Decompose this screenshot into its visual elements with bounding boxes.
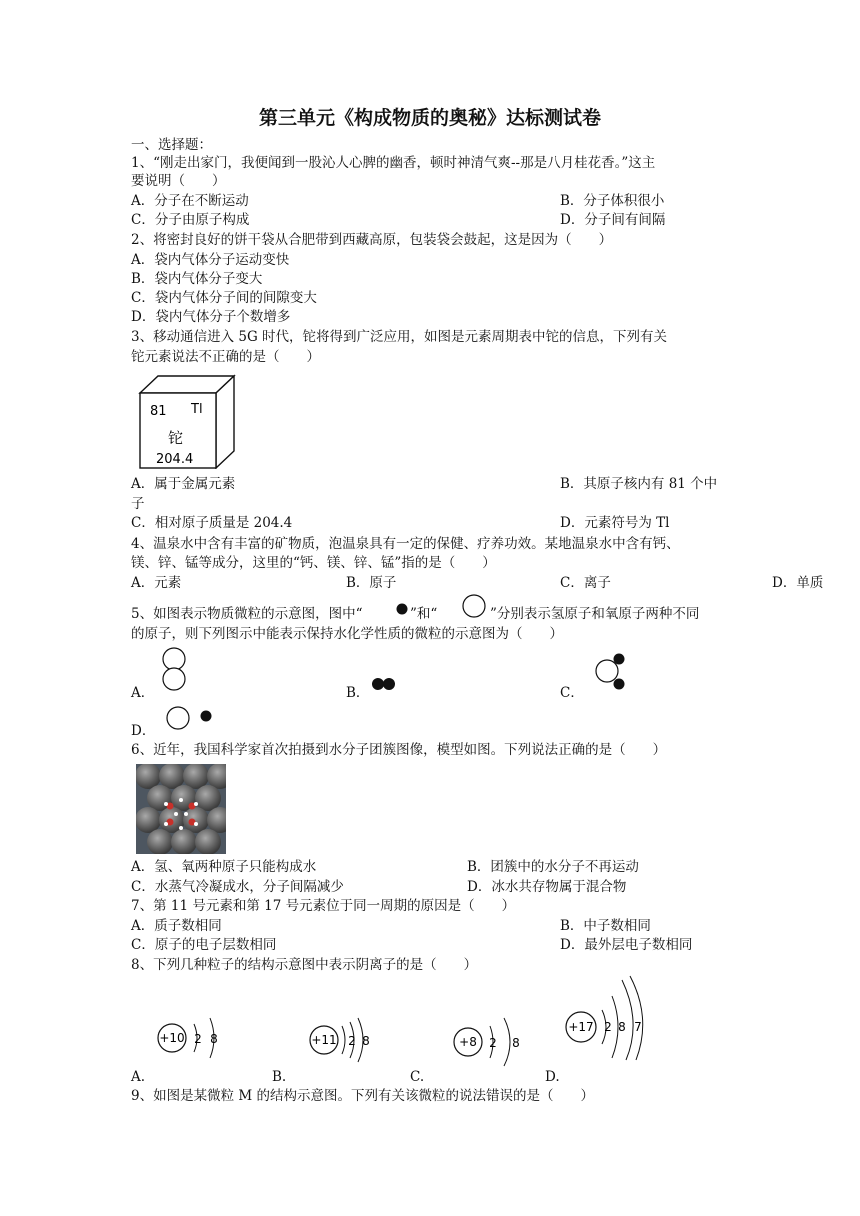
oxygen-molecule-diagram	[157, 646, 193, 692]
q4-stem: 4、温泉水中含有丰富的矿物质，泡温泉具有一定的保健、疗养功效。某地温泉水中含有钙、	[131, 536, 680, 552]
q4-option-c: C．离子	[560, 575, 611, 591]
shell-electrons: 8	[618, 1020, 626, 1034]
q7-stem: 7、第 11 号元素和第 17 号元素位于同一周期的原因是（ ）	[131, 898, 516, 914]
q7-option-a: A．质子数相同	[131, 918, 222, 934]
q1-option-c: C．分子由原子构成	[131, 212, 250, 228]
q2-option-c: C．袋内气体分子间的间隙变大	[131, 290, 317, 306]
q8-option-a: A.	[131, 1069, 146, 1085]
atom-structure-a	[150, 1008, 240, 1068]
shell-electrons: 7	[634, 1020, 642, 1034]
separate-atoms-diagram	[163, 704, 215, 732]
q2-option-a: A．袋内气体分子运动变快	[131, 252, 290, 268]
q4-option-b: B．原子	[346, 575, 397, 591]
section-heading: 一、选择题：	[131, 137, 212, 153]
q3-stem: 3、移动通信进入 5G 时代，铊将得到广泛应用，如图是元素周期表中铊的信息，下列有关	[131, 329, 668, 345]
q9-stem: 9、如图是某微粒 M 的结构示意图。下列有关该微粒的说法错误的是（ ）	[131, 1088, 594, 1104]
shell-electrons: 2	[604, 1020, 612, 1034]
q1-option-b: B．分子体积很小	[560, 193, 665, 209]
q5-stem-part1: 5、如图表示物质微粒的示意图，图中“	[131, 606, 363, 622]
q1-option-d: D．分子间有间隔	[560, 212, 666, 228]
q2-stem: 2、将密封良好的饼干袋从合肥带到西藏高原，包装袋会鼓起，这是因为（ ）	[131, 232, 613, 248]
nucleus-charge: +17	[568, 1020, 594, 1034]
q6-option-d: D．冰水共存物属于混合物	[467, 879, 627, 895]
shell-electrons: 2	[194, 1032, 202, 1046]
q3-option-b-cont: 子	[131, 496, 145, 512]
q5-option-d: D．	[131, 723, 156, 739]
nucleus-charge: +11	[311, 1033, 337, 1047]
nucleus-charge: +8	[459, 1035, 477, 1049]
atom-structure-b	[302, 1010, 392, 1070]
q4-option-a: A．元素	[131, 575, 182, 591]
q8-stem: 8、下列几种粒子的结构示意图中表示阴离子的是（ ）	[131, 957, 478, 973]
shell-electrons: 8	[210, 1032, 218, 1046]
water-molecule-diagram	[592, 652, 630, 692]
q5-option-b: B．	[346, 685, 370, 701]
hydrogen-molecule-diagram	[370, 676, 400, 692]
q6-stem: 6、近年，我国科学家首次拍摄到水分子团簇图像，模型如图。下列说法正确的是（ ）	[131, 742, 667, 758]
q2-option-b: B．袋内气体分子变大	[131, 271, 263, 287]
periodic-table-cell	[136, 373, 238, 469]
q8-option-d: D.	[545, 1069, 560, 1085]
q1-stem: 1、“刚走出家门，我便闻到一股沁人心脾的幽香，顿时神清气爽--那是八月桂花香。”这主	[131, 155, 656, 171]
q2-option-d: D．袋内气体分子个数增多	[131, 309, 291, 325]
q7-option-d: D．最外层电子数相同	[560, 937, 693, 953]
q5-stem-part2: ”和“	[410, 606, 438, 622]
element-symbol: Tl	[191, 402, 203, 417]
q8-option-b: B.	[272, 1069, 287, 1085]
q1-option-a: A．分子在不断运动	[131, 193, 249, 209]
shell-electrons: 2	[489, 1036, 497, 1050]
q3-stem-cont: 铊元素说法不正确的是（ ）	[131, 349, 320, 365]
nucleus-charge: +10	[159, 1031, 185, 1045]
q8-option-c: C.	[410, 1069, 425, 1085]
oxygen-atom-icon	[459, 591, 491, 621]
element-mass: 204.4	[156, 452, 194, 467]
atom-structure-d	[560, 972, 660, 1062]
shell-electrons: 2	[348, 1034, 356, 1048]
water-cluster-image	[136, 764, 226, 854]
q7-option-b: B．中子数相同	[560, 918, 651, 934]
element-name: 铊	[168, 429, 184, 447]
q7-option-c: C．原子的电子层数相同	[131, 937, 277, 953]
shell-electrons: 8	[512, 1036, 520, 1050]
q5-stem-part3: ”分别表示氢原子和氧原子两种不同	[490, 606, 700, 622]
page-title: 第三单元《构成物质的奥秘》达标测试卷	[258, 107, 601, 129]
q6-option-b: B．团簇中的水分子不再运动	[467, 859, 639, 875]
q4-option-d: D．单质	[772, 575, 824, 591]
shell-electrons: 8	[362, 1034, 370, 1048]
q6-option-a: A．氢、氧两种原子只能构成水	[131, 859, 317, 875]
q3-option-d: D．元素符号为 Tl	[560, 515, 670, 531]
q5-option-a: A．	[131, 685, 155, 701]
q1-stem-cont: 要说明（ ）	[131, 173, 226, 189]
q6-option-c: C．水蒸气冷凝成水，分子间隔减少	[131, 879, 344, 895]
q5-option-c: C．	[560, 685, 584, 701]
element-number: 81	[150, 404, 167, 419]
q4-stem-cont: 镁、锌、锰等成分，这里的“钙、镁、锌、锰”指的是（ ）	[131, 555, 496, 571]
hydrogen-atom-icon	[394, 600, 410, 620]
q3-option-a: A．属于金属元素	[131, 476, 236, 492]
q3-option-c: C．相对原子质量是 204.4	[131, 515, 293, 531]
q5-stem-cont: 的原子，则下列图示中能表示保持水化学性质的微粒的示意图为（ ）	[131, 626, 563, 642]
atom-structure-c	[446, 1012, 536, 1072]
q3-option-b: B．其原子核内有 81 个中	[560, 476, 718, 492]
